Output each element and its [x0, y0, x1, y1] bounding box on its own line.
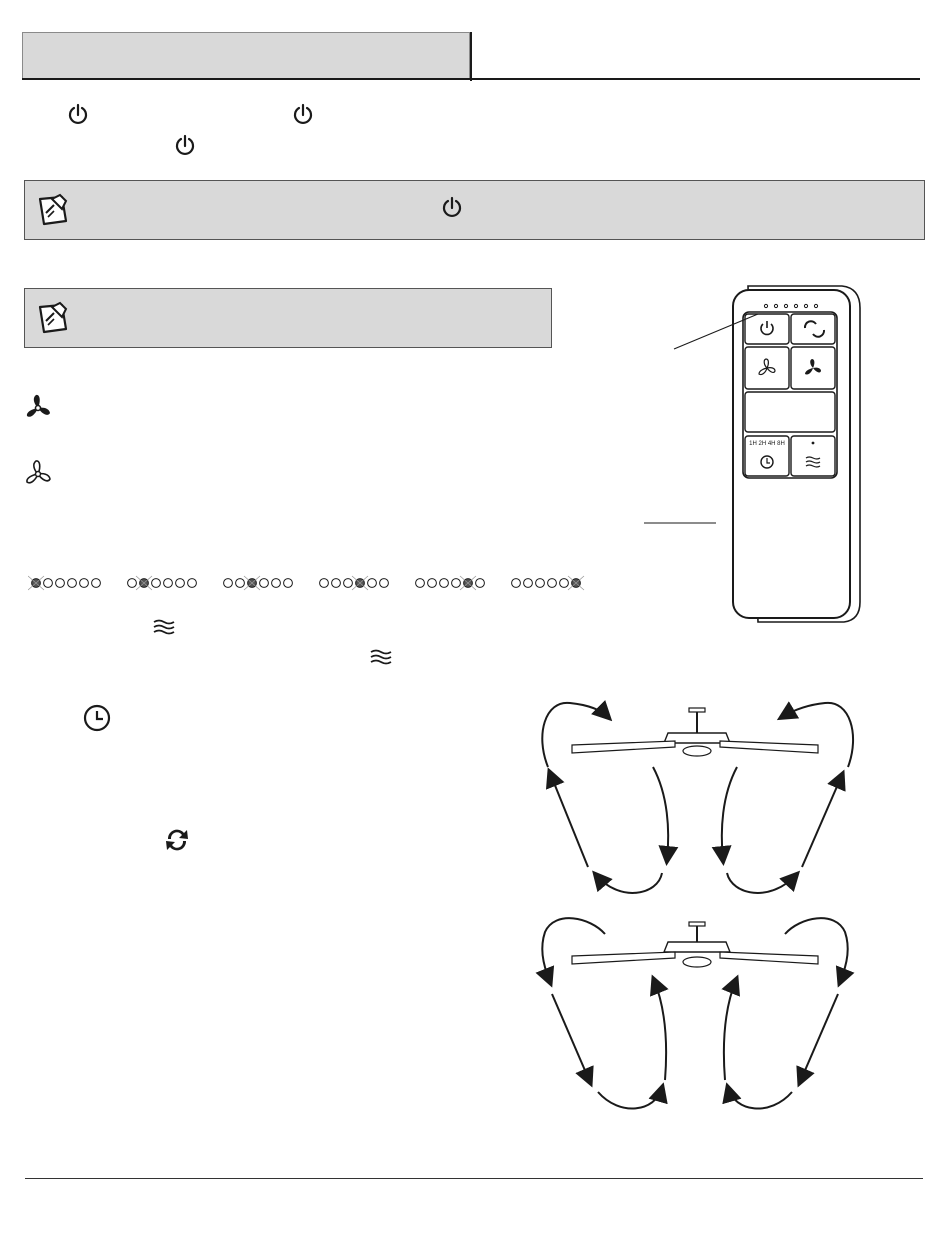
speed-led [536, 579, 545, 588]
speed-led [548, 579, 557, 588]
speed-indicator-row [28, 572, 608, 594]
remote-timer-label: 1H 2H 4H 8H [749, 441, 785, 447]
header-rule [22, 78, 920, 80]
speed-led [260, 579, 269, 588]
speed-indicator-group [512, 576, 584, 590]
speed-led [128, 579, 137, 588]
speed-led [272, 579, 281, 588]
speed-led [176, 579, 185, 588]
note-pin-icon [36, 191, 72, 227]
power-icon [67, 103, 89, 127]
speed-led [440, 579, 449, 588]
speed-led [224, 579, 233, 588]
speed-indicator-group [128, 576, 197, 590]
speed-led [236, 579, 245, 588]
footer-rule [25, 1178, 923, 1179]
airflow-diagram-downdraft [530, 695, 860, 900]
power-icon [292, 103, 314, 127]
speed-led [380, 579, 389, 588]
power-icon [174, 134, 196, 158]
speed-led [92, 579, 101, 588]
speed-led [560, 579, 569, 588]
speed-led [428, 579, 437, 588]
fan-high-icon [22, 392, 54, 424]
breeze-icon [152, 618, 176, 636]
speed-led [512, 579, 521, 588]
speed-led [416, 579, 425, 588]
speed-led [344, 579, 353, 588]
airflow-diagram-updraft [530, 912, 860, 1117]
speed-led [368, 579, 377, 588]
speed-led [452, 579, 461, 588]
speed-led [188, 579, 197, 588]
speed-indicator-group [224, 576, 293, 590]
note-pin-icon [36, 299, 72, 335]
header-title-bar [22, 32, 470, 79]
speed-led [476, 579, 485, 588]
speed-led [68, 579, 77, 588]
speed-led [164, 579, 173, 588]
speed-indicator-group [320, 576, 389, 590]
speed-led [152, 579, 161, 588]
speed-led [44, 579, 53, 588]
header-divider [470, 32, 472, 81]
power-icon [441, 196, 463, 220]
note-box [24, 180, 925, 240]
fan-low-icon [22, 458, 54, 490]
speed-led [332, 579, 341, 588]
speed-indicator-group [28, 576, 100, 590]
remote-control-illustration [640, 280, 870, 630]
breeze-icon [369, 648, 393, 666]
note-box [24, 288, 552, 348]
speed-led [320, 579, 329, 588]
speed-led [524, 579, 533, 588]
reverse-icon [162, 825, 192, 855]
speed-led [284, 579, 293, 588]
speed-led [80, 579, 89, 588]
speed-indicator-group [416, 576, 485, 590]
speed-led [56, 579, 65, 588]
timer-icon [82, 703, 112, 733]
